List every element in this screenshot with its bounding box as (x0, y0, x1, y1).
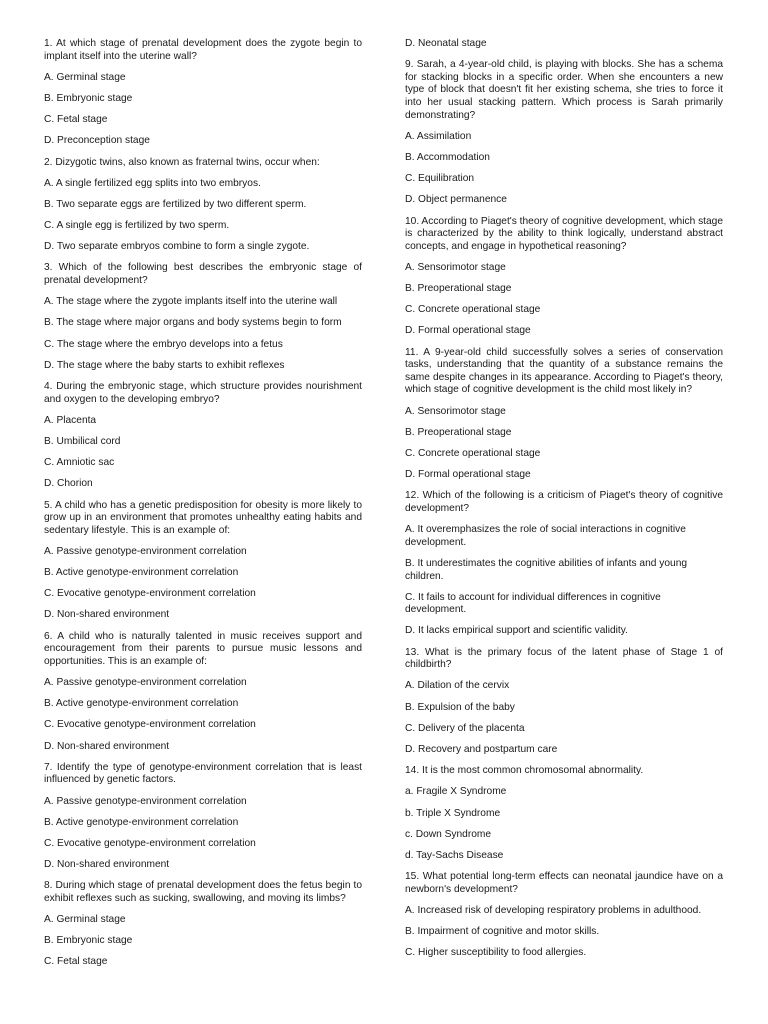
answer-option: A. Dilation of the cervix (405, 680, 510, 692)
left-column (44, 38, 362, 978)
answer-option: D. Chorion (44, 478, 93, 490)
answer-option: B. Umbilical cord (44, 435, 121, 447)
answer-option: C. A single egg is fertilized by two sperm. (44, 220, 230, 232)
answer-option: C. Concrete operational stage (405, 304, 541, 316)
answer-option: B. Expulsion of the baby (405, 701, 515, 713)
answer-option: A. Passive genotype-environment correlation (44, 677, 247, 689)
question-text: 11. A 9-year-old child successfully solves a series of conservation tasks, understanding that the quantity of a substance remains the same despite changes in its appearance. According to Piaget's theory, which stage of cognitive development is the child most likely in? (405, 346, 723, 396)
question-text: 6. A child who is naturally talented in music receives support and encouragement from their parents to pursue music lessons and opportunities. This is an example of: (44, 630, 362, 667)
question-text: 4. During the embryonic stage, which structure provides nourishment and oxygen to the developing embryo? (44, 381, 362, 405)
answer-option: B. Active genotype-environment correlation (44, 567, 239, 579)
answer-option: C. Fetal stage (44, 956, 108, 968)
right-column (405, 38, 723, 968)
question-text: 5. A child who has a genetic predisposition for obesity is more likely to grow up in an environment that promotes unhealthy eating habits and sedentary lifestyle. This is an example of: (44, 499, 362, 536)
answer-option: A. Sensorimotor stage (405, 405, 506, 417)
question-text: 2. Dizygotic twins, also known as fraternal twins, occur when: (44, 156, 320, 168)
answer-option: B. The stage where major organs and body systems begin to form (44, 317, 342, 329)
answer-option: A. Sensorimotor stage (405, 261, 506, 273)
answer-option: B. Accommodation (405, 151, 490, 163)
answer-option: A. It overemphasizes the role of social interactions in cognitive development. (405, 524, 686, 548)
answer-option: C. Fetal stage (44, 114, 108, 126)
question-text: 10. According to Piaget's theory of cognitive development, which stage is characterized by the ability to think logically, understand abstract concepts, and engage in hypothetical reasoning? (405, 215, 723, 252)
answer-option: C. Delivery of the placenta (405, 722, 525, 734)
answer-option: A. Germinal stage (44, 914, 126, 926)
answer-option: B. Embryonic stage (44, 92, 133, 104)
answer-option: A. Germinal stage (44, 71, 126, 83)
answer-option: B. Impairment of cognitive and motor skills. (405, 926, 600, 938)
answer-option: A. Increased risk of developing respiratory problems in adulthood. (405, 904, 702, 916)
answer-option: B. Embryonic stage (44, 935, 133, 947)
answer-option: D. Formal operational stage (405, 469, 531, 481)
answer-option: D. Preconception stage (44, 135, 150, 147)
answer-option: D. Non-shared environment (44, 859, 170, 871)
answer-option: D. Non-shared environment (44, 740, 170, 752)
answer-option: C. Concrete operational stage (405, 447, 541, 459)
answer-option: b. Triple X Syndrome (405, 807, 501, 819)
answer-option: A. The stage where the zygote implants itself into the uterine wall (44, 296, 338, 308)
answer-option: D. Object permanence (405, 194, 507, 206)
answer-option: c. Down Syndrome (405, 828, 492, 840)
question-text: 8. During which stage of prenatal development does the fetus begin to exhibit reflexes such as sucking, swallowing, and moving its limbs? (44, 880, 362, 904)
answer-option: C. Evocative genotype-environment correlation (44, 719, 256, 731)
question-text: 9. Sarah, a 4-year-old child, is playing with blocks. She has a schema for stacking blocks in a specific order. When she encounters a new type of block that doesn't fit her existing schema, she tries to force it into her usual stacking pattern. Which process is Sarah primarily demonstrating? (405, 59, 723, 121)
answer-option: C. Equilibration (405, 173, 475, 185)
answer-option: C. The stage where the embryo develops into a fetus (44, 338, 283, 350)
question-text: 7. Identify the type of genotype-environment correlation that is least influenced by genetic factors. (44, 761, 362, 786)
answer-option: D. Formal operational stage (405, 325, 531, 337)
answer-option: D. The stage where the baby starts to exhibit reflexes (44, 359, 285, 371)
answer-option: A. Assimilation (405, 130, 472, 142)
answer-option: a. Fragile X Syndrome (405, 786, 507, 798)
question-text: 12. Which of the following is a criticism of Piaget's theory of cognitive development? (405, 490, 723, 514)
answer-option: B. Preoperational stage (405, 426, 512, 438)
answer-option: C. Evocative genotype-environment correlation (44, 588, 256, 600)
answer-option: A. A single fertilized egg splits into two embryos. (44, 177, 261, 189)
answer-option: D. Non-shared environment (44, 609, 170, 621)
answer-option: C. Amniotic sac (44, 457, 115, 469)
answer-option: D. Two separate embryos combine to form a single zygote. (44, 241, 310, 253)
question-text: 3. Which of the following best describes the embryonic stage of prenatal development? (44, 262, 362, 287)
answer-option: C. Higher susceptibility to food allergies. (405, 947, 587, 959)
question-text: 13. What is the primary focus of the latent phase of Stage 1 of childbirth? (405, 646, 723, 671)
answer-option: C. Evocative genotype-environment correlation (44, 837, 256, 849)
answer-option: B. Active genotype-environment correlation (44, 816, 239, 828)
answer-option: A. Passive genotype-environment correlation (44, 795, 247, 807)
answer-option: D. It lacks empirical support and scientific validity. (405, 625, 628, 637)
answer-option: B. Preoperational stage (405, 283, 512, 295)
answer-option: A. Placenta (44, 414, 97, 426)
answer-option: d. Tay-Sachs Disease (405, 849, 504, 861)
answer-option: C. It fails to account for individual differences in cognitive development. (405, 591, 661, 616)
question-text: 14. It is the most common chromosomal abnormality. (405, 765, 644, 777)
question-text: 15. What potential long-term effects can neonatal jaundice have on a newborn's development? (405, 871, 723, 895)
answer-option: B. It underestimates the cognitive abilities of infants and young children. (405, 557, 688, 582)
answer-option: B. Active genotype-environment correlation (44, 698, 239, 710)
answer-option: D. Recovery and postpartum care (405, 744, 558, 755)
answer-option: B. Two separate eggs are fertilized by two different sperm. (44, 198, 307, 210)
answer-option: D. Neonatal stage (405, 38, 487, 49)
answer-option: A. Passive genotype-environment correlation (44, 545, 247, 557)
question-text: 1. At which stage of prenatal development does the zygote begin to implant itself into the uterine wall? (44, 38, 362, 62)
